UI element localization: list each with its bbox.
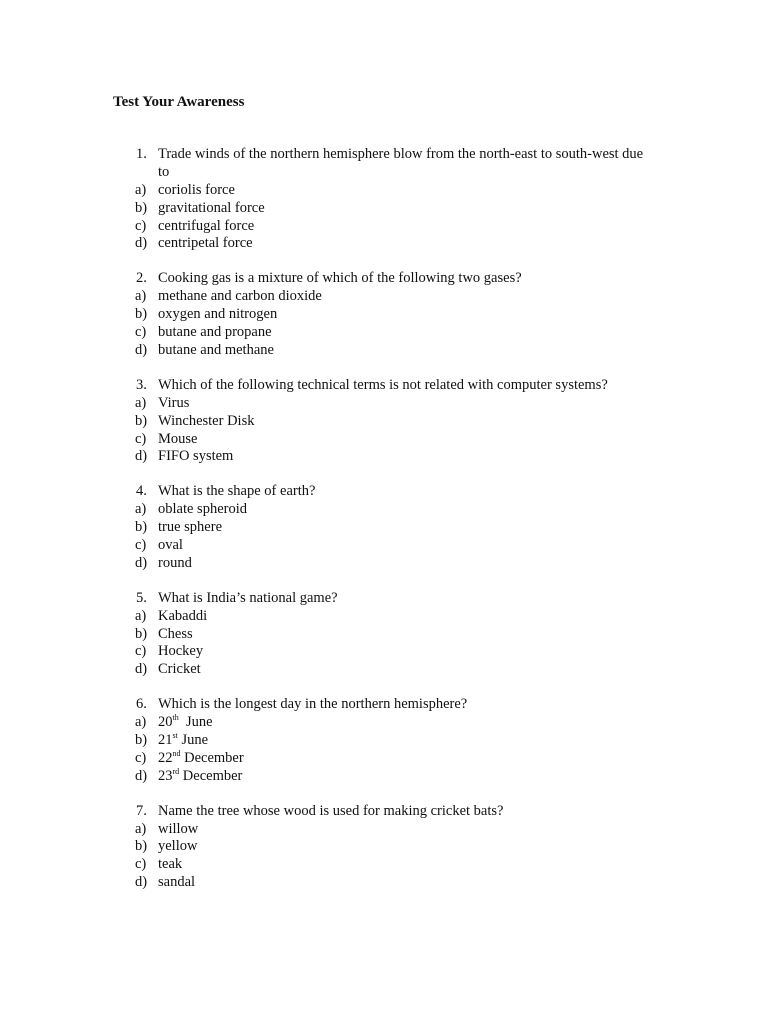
option-c — [0, 324, 768, 342]
option-text: true sphere — [158, 519, 223, 536]
option-text: Hockey — [158, 643, 204, 660]
option-b — [0, 732, 768, 750]
option-text: butane and propane — [158, 324, 272, 341]
question-text: Which of the following technical terms is not related with computer systems? — [158, 376, 608, 393]
option-day: 22 — [158, 749, 173, 766]
option-text: oxygen and nitrogen — [158, 306, 278, 323]
option-a — [0, 821, 768, 839]
option-b — [0, 838, 768, 856]
option-text — [158, 714, 213, 732]
option-letter: b) — [135, 199, 148, 216]
question-1 — [0, 146, 768, 253]
option-letter: a) — [135, 820, 147, 837]
question-list — [0, 146, 768, 909]
question-number: 7. — [136, 802, 147, 819]
option-c — [0, 537, 768, 555]
option-letter: a) — [135, 181, 147, 198]
option-b — [0, 306, 768, 324]
option-text — [158, 768, 242, 786]
question-stem — [0, 146, 768, 182]
option-text: Cricket — [158, 661, 201, 678]
option-letter: c) — [135, 536, 147, 553]
question-number: 5. — [136, 589, 147, 606]
option-a — [0, 501, 768, 519]
option-text: FIFO system — [158, 448, 234, 465]
option-letter: d) — [135, 341, 148, 358]
question-5 — [0, 590, 768, 679]
option-letter: c) — [135, 217, 147, 234]
option-text: gravitational force — [158, 199, 265, 216]
option-text: teak — [158, 856, 183, 873]
option-ordinal-suffix: th — [172, 713, 179, 723]
option-ordinal-suffix: st — [172, 730, 178, 740]
option-letter: b) — [135, 412, 148, 429]
option-text: oblate spheroid — [158, 501, 247, 518]
option-letter: a) — [135, 394, 147, 411]
option-letter: d) — [135, 448, 148, 465]
option-letter: c) — [135, 324, 147, 341]
question-text: Which is the longest day in the northern hemisphere? — [158, 696, 468, 713]
option-letter: c) — [135, 749, 147, 766]
option-letter: d) — [135, 235, 148, 252]
option-text: Chess — [158, 625, 193, 642]
question-number: 3. — [136, 376, 147, 393]
option-letter: b) — [135, 838, 148, 855]
option-c — [0, 431, 768, 449]
option-letter: b) — [135, 625, 148, 642]
option-c — [0, 856, 768, 874]
option-letter: a) — [135, 288, 147, 305]
option-ordinal-suffix: nd — [172, 748, 181, 758]
option-c — [0, 643, 768, 661]
option-d — [0, 555, 768, 573]
option-text: Winchester Disk — [158, 412, 255, 429]
option-text — [158, 732, 208, 750]
option-letter: c) — [135, 643, 147, 660]
question-3 — [0, 377, 768, 466]
option-text: centripetal force — [158, 235, 253, 252]
option-d — [0, 235, 768, 253]
option-text: sandal — [158, 874, 196, 891]
option-a — [0, 182, 768, 200]
question-stem — [0, 270, 768, 288]
option-letter: b) — [135, 306, 148, 323]
option-a — [0, 608, 768, 626]
option-month: June — [177, 731, 209, 748]
option-d — [0, 661, 768, 679]
question-4 — [0, 483, 768, 572]
question-text: Name the tree whose wood is used for making cricket bats? — [158, 802, 504, 819]
option-a — [0, 714, 768, 732]
option-text: Kabaddi — [158, 607, 208, 624]
option-letter: d) — [135, 554, 148, 571]
page-title: Test Your Awareness — [113, 94, 245, 110]
option-text: butane and methane — [158, 341, 274, 358]
option-month: December — [180, 749, 244, 766]
option-a — [0, 395, 768, 413]
option-text: centrifugal force — [158, 217, 255, 234]
option-letter: a) — [135, 607, 147, 624]
question-stem — [0, 803, 768, 821]
option-d — [0, 448, 768, 466]
question-text: Trade winds of the northern hemisphere blow from the north-east to south-west due to — [158, 146, 644, 180]
question-2 — [0, 270, 768, 359]
question-stem — [0, 377, 768, 395]
option-c — [0, 750, 768, 768]
option-d — [0, 768, 768, 786]
question-text: What is the shape of earth? — [158, 483, 316, 500]
option-b — [0, 200, 768, 218]
option-text: coriolis force — [158, 181, 235, 198]
option-ordinal-suffix: rd — [172, 766, 180, 776]
question-stem — [0, 483, 768, 501]
option-text: Mouse — [158, 430, 198, 447]
question-6 — [0, 696, 768, 785]
option-letter: a) — [135, 714, 147, 731]
option-letter: b) — [135, 731, 148, 748]
option-text: yellow — [158, 838, 198, 855]
option-day: 20 — [158, 714, 173, 731]
option-b — [0, 519, 768, 537]
option-letter: c) — [135, 856, 147, 873]
option-text: methane and carbon dioxide — [158, 288, 322, 305]
option-text: Virus — [158, 394, 190, 411]
question-text: Cooking gas is a mixture of which of the following two gases? — [158, 270, 522, 287]
question-number: 6. — [136, 696, 147, 713]
option-d — [0, 874, 768, 892]
option-d — [0, 342, 768, 360]
option-text: willow — [158, 820, 199, 837]
question-text: What is India’s national game? — [158, 589, 338, 606]
option-letter: d) — [135, 874, 148, 891]
option-text: oval — [158, 536, 183, 553]
question-number: 2. — [136, 270, 147, 287]
question-number: 1. — [136, 146, 147, 162]
option-letter: c) — [135, 430, 147, 447]
option-letter: d) — [135, 767, 148, 784]
option-b — [0, 626, 768, 644]
option-month: June — [178, 714, 213, 731]
option-text: round — [158, 554, 192, 571]
option-b — [0, 413, 768, 431]
question-stem — [0, 696, 768, 714]
question-stem — [0, 590, 768, 608]
option-day: 21 — [158, 731, 173, 748]
option-day: 23 — [158, 767, 173, 784]
option-text — [158, 750, 244, 768]
option-letter: a) — [135, 501, 147, 518]
option-a — [0, 288, 768, 306]
option-c — [0, 218, 768, 236]
question-7 — [0, 803, 768, 892]
option-letter: d) — [135, 661, 148, 678]
option-month: December — [179, 767, 243, 784]
option-letter: b) — [135, 519, 148, 536]
question-number: 4. — [136, 483, 147, 500]
